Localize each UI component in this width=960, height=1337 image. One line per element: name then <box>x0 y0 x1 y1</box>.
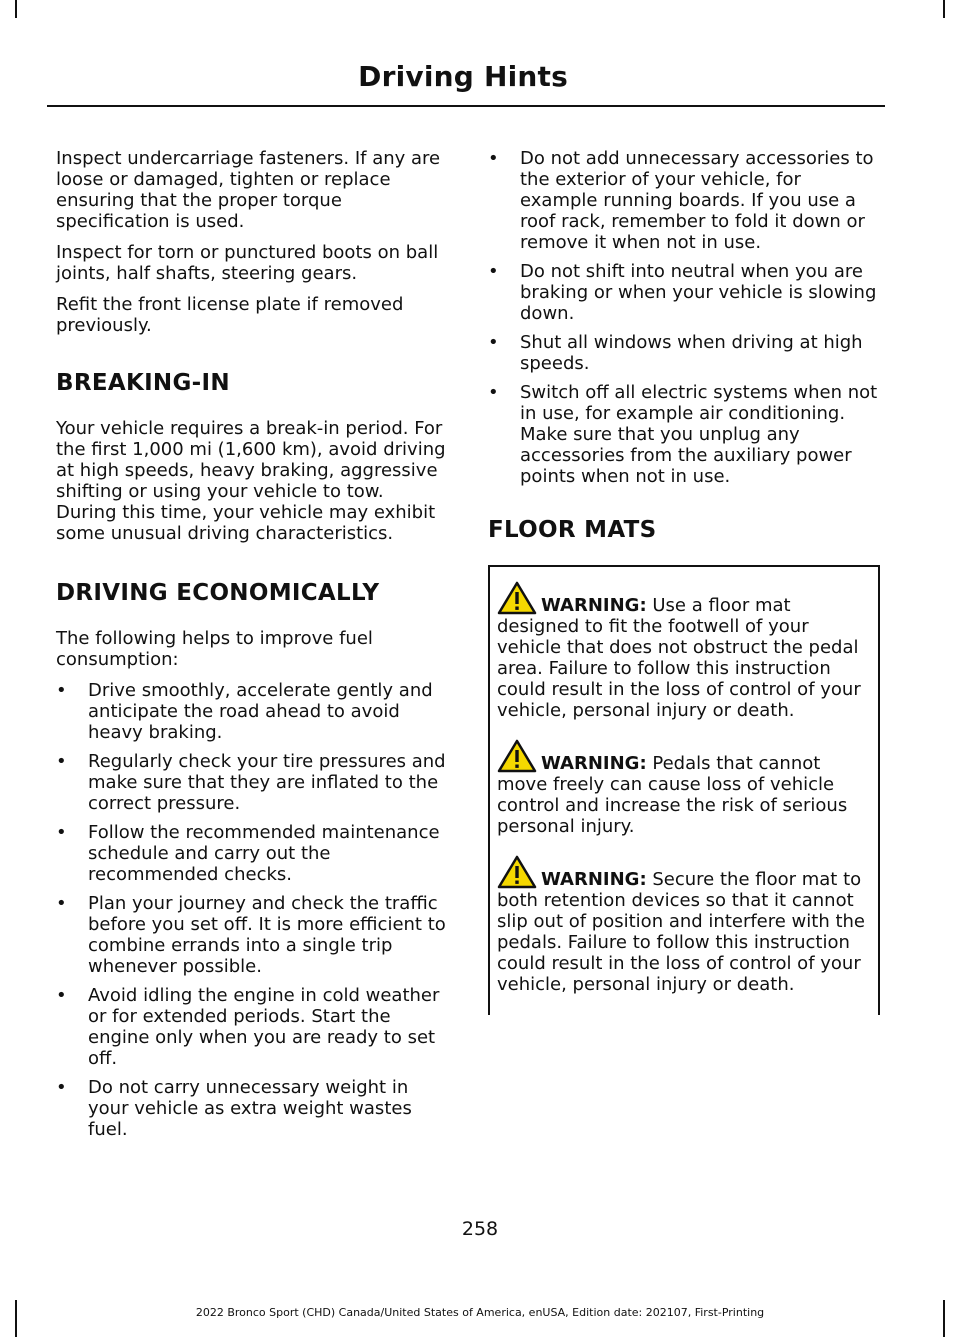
warning-label: WARNING: <box>541 753 647 774</box>
list-item: • Do not shift into neutral when you are braking or when your vehicle is slowing down. <box>488 261 877 324</box>
footer-edition-line: 2022 Bronco Sport (CHD) Canada/United States of America, enUSA, Edition date: 202107, First-Printing <box>195 1306 765 1319</box>
warning-text: Pedals that cannot move freely can cause loss of vehicle control and increase the risk of serious personal injury. <box>497 753 848 837</box>
warning-item <box>497 581 870 721</box>
warning-item <box>497 739 870 837</box>
warning-text: Secure the floor mat to both retention devices so that it cannot slip out of position and interfere with the pedals. Failure to follow this instruction could result in the loss of control of your vehicle, personal injury or death. <box>497 869 866 995</box>
bullet: • <box>488 148 499 169</box>
section-heading-floor-mats: FLOOR MATS <box>488 517 657 543</box>
breaking-in-paragraph: Your vehicle requires a break-in period. For the first 1,000 mi (1,600 km), avoid driving at high speeds, heavy braking, aggressive shifting or using your vehicle to tow. During this time, your vehicle may exhibit some unusual driving characteristics. <box>56 418 446 544</box>
bullet: • <box>56 985 67 1006</box>
bullet: • <box>488 261 499 282</box>
list-item: • Follow the recommended maintenance schedule and carry out the recommended checks. <box>56 822 440 885</box>
list-item: • Avoid idling the engine in cold weather or for extended periods. Start the engine only when you are ready to set off. <box>56 985 440 1069</box>
list-item: • Do not add unnecessary accessories to the exterior of your vehicle, for example running boards. If you use a roof rack, remember to fold it down or remove it when not in use. <box>488 148 874 253</box>
warning-triangle-icon <box>497 739 537 773</box>
warning-box <box>488 565 880 1015</box>
list-item: • Plan your journey and check the traffic before you set off. It is more efficient to combine errands into a single trip whenever possible. <box>56 893 446 977</box>
intro-paragraph: Inspect undercarriage fasteners. If any are loose or damaged, tighten or replace ensuring that the proper torque specification is used. <box>56 148 441 232</box>
left-column <box>56 148 448 1148</box>
bullet: • <box>56 751 67 772</box>
intro-paragraph: Refit the front license plate if removed previously. <box>56 294 404 336</box>
intro-paragraph: Inspect for torn or punctured boots on ball joints, half shafts, steering gears. <box>56 242 439 284</box>
page-title: Driving Hints <box>358 60 568 93</box>
warning-triangle-icon <box>497 855 537 889</box>
economy-intro: The following helps to improve fuel consumption: <box>56 628 373 670</box>
right-column <box>488 148 878 1015</box>
economy-list-continued <box>488 148 878 487</box>
warning-text: Use a floor mat designed to fit the footwell of your vehicle that does not obstruct the pedal area. Failure to follow this instruction could result in the loss of control of your vehicle, personal injury or death. <box>497 595 861 721</box>
crop-mark-top-right <box>943 0 945 18</box>
bullet: • <box>488 382 499 403</box>
list-item: • Shut all windows when driving at high speeds. <box>488 332 863 374</box>
list-item: • Do not carry unnecessary weight in your vehicle as extra weight wastes fuel. <box>56 1077 412 1140</box>
section-heading-driving-economically: DRIVING ECONOMICALLY <box>56 580 380 606</box>
bullet: • <box>56 1077 67 1098</box>
warning-label: WARNING: <box>541 869 647 890</box>
bullet: • <box>56 893 67 914</box>
economy-list <box>56 680 448 1140</box>
crop-mark-top-left <box>15 0 17 18</box>
bullet: • <box>488 332 499 353</box>
section-heading-breaking-in: BREAKING-IN <box>56 370 230 396</box>
page-number: 258 <box>461 1218 499 1240</box>
header-rule <box>47 105 885 107</box>
list-item: • Drive smoothly, accelerate gently and anticipate the road ahead to avoid heavy braking. <box>56 680 433 743</box>
list-item: • Regularly check your tire pressures and make sure that they are inflated to the correct pressure. <box>56 751 446 814</box>
warning-label: WARNING: <box>541 595 647 616</box>
bullet: • <box>56 680 67 701</box>
warning-item <box>497 855 870 995</box>
bullet: • <box>56 822 67 843</box>
list-item: • Switch off all electric systems when not in use, for example air conditioning. Make sure that you unplug any accessories from the auxiliary power points when not in use. <box>488 382 878 487</box>
warning-triangle-icon <box>497 581 537 615</box>
